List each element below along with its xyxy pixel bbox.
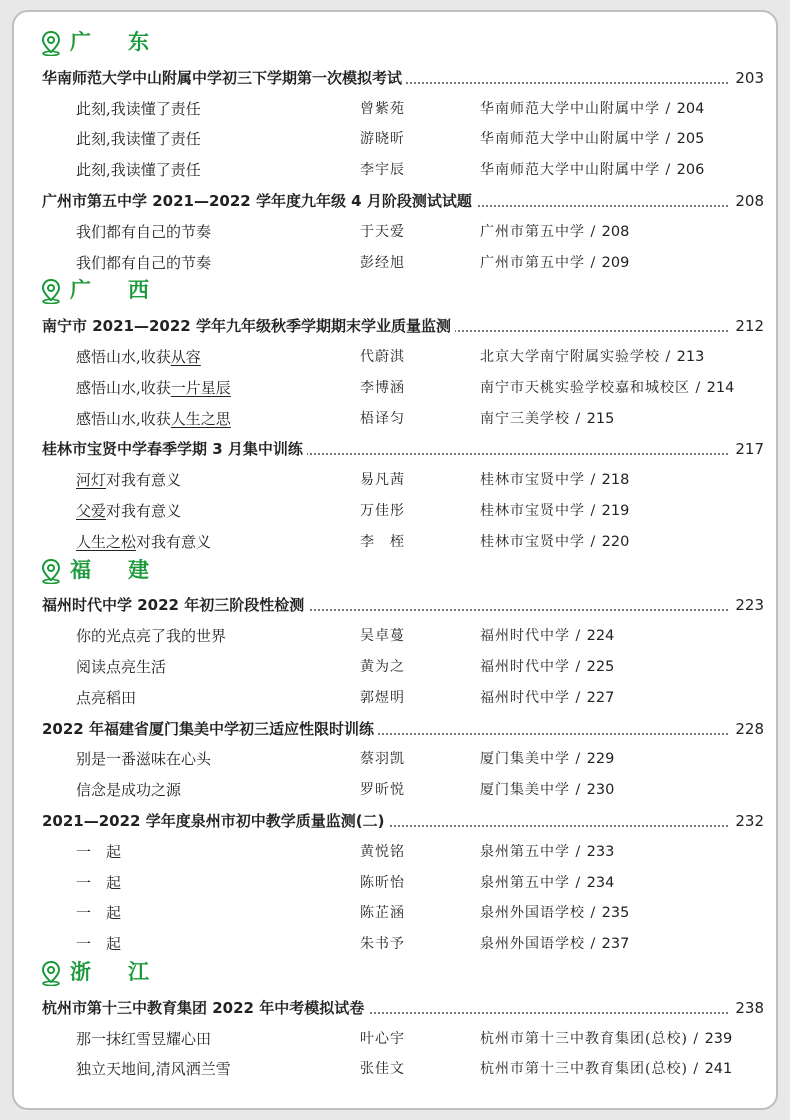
essay-page-number: 235: [601, 905, 630, 922]
school-name: 广州市第五中学: [480, 254, 585, 271]
essay-title-text: 对我有意义: [136, 532, 212, 551]
exam-page-number: 208: [731, 186, 764, 216]
essay-school: [480, 496, 629, 526]
exam-row[interactable]: [14, 590, 776, 620]
essay-page-number: 230: [586, 782, 615, 799]
separator: /: [570, 874, 587, 891]
essay-page-number: 205: [676, 131, 705, 148]
region-header: [14, 275, 776, 305]
essay-author: 李 桎: [360, 533, 405, 550]
essay-row[interactable]: [14, 868, 776, 898]
essay-author: 游晓昕: [360, 131, 405, 148]
essay-school: [480, 744, 614, 774]
essay-author: 黄为之: [360, 659, 405, 675]
school-name: 南宁市天桃实验学校嘉和城校区: [480, 379, 690, 396]
essay-title-text: 一 起: [76, 873, 122, 892]
separator: /: [570, 751, 587, 768]
school-name: 华南师范大学中山附属中学: [480, 100, 660, 117]
essay-row[interactable]: [14, 1024, 776, 1054]
essay-title-text: 我们都有自己的节奏: [76, 222, 212, 241]
essay-page-number: 219: [601, 503, 630, 519]
region-title: 福 建: [70, 557, 157, 582]
location-pin-icon: [40, 960, 62, 986]
exam-page-number: 232: [731, 806, 764, 836]
exam-row[interactable]: [14, 434, 776, 464]
separator: /: [570, 410, 587, 427]
essay-school: [480, 373, 734, 403]
exam-page-number: 238: [731, 993, 764, 1023]
essay-school: [480, 1054, 732, 1084]
separator: /: [690, 379, 707, 396]
essay-row[interactable]: [14, 898, 776, 928]
essay-author: 代蔚淇: [360, 349, 405, 365]
essay-title-text: 信念是成功之源: [76, 781, 182, 800]
separator: /: [660, 131, 677, 148]
essay-title: [76, 621, 226, 651]
school-name: 南宁三美学校: [480, 410, 570, 427]
essay-row[interactable]: [14, 496, 776, 526]
essay-school: [480, 248, 629, 278]
essay-author: 陈昕怡: [360, 874, 405, 891]
essay-row[interactable]: [14, 683, 776, 713]
essay-author: 朱书予: [360, 936, 405, 953]
exam-row[interactable]: [14, 714, 776, 744]
school-name: 泉州外国语学校: [480, 936, 585, 953]
school-name: 广州市第五中学: [480, 223, 585, 240]
essay-author: 陈芷涵: [360, 905, 405, 922]
essay-school: [480, 652, 614, 682]
essay-title-text: 点亮稻田: [76, 688, 137, 707]
essay-row[interactable]: [14, 527, 776, 557]
school-name: 华南师范大学中山附属中学: [480, 162, 660, 179]
exam-page-number: 217: [731, 434, 764, 464]
essay-row[interactable]: [14, 1054, 776, 1084]
essay-author: 易凡茜: [360, 472, 405, 489]
essay-author: 李宇辰: [360, 162, 405, 179]
essay-title-text: 对我有意义: [106, 502, 182, 520]
essay-title-text: 此刻,我读懂了责任: [76, 99, 201, 118]
school-name: 福州时代中学: [480, 689, 570, 706]
separator: /: [585, 472, 602, 489]
location-pin-icon: [40, 278, 62, 304]
essay-title-text: 那一抹红雪昱耀心田: [76, 1029, 212, 1048]
separator: /: [585, 223, 602, 240]
school-name: 华南师范大学中山附属中学: [480, 131, 660, 148]
essay-row[interactable]: [14, 465, 776, 495]
separator: /: [585, 533, 602, 550]
essay-school: [480, 1024, 732, 1054]
essay-title-underlined: 父爱: [76, 502, 107, 520]
school-name: 福州时代中学: [480, 659, 570, 675]
essay-author: 曾紫苑: [360, 100, 405, 117]
essay-title: [76, 837, 121, 867]
essay-row[interactable]: [14, 217, 776, 247]
essay-title-text: 感悟山水,收获: [76, 409, 171, 428]
essay-school: [480, 683, 614, 713]
school-name: 厦门集美中学: [480, 782, 570, 799]
school-name: 杭州市第十三中教育集团(总校): [480, 1061, 688, 1078]
exam-row[interactable]: [14, 993, 776, 1023]
essay-title-text: 阅读点亮生活: [76, 658, 167, 676]
essay-title-underlined: 人生之思: [170, 409, 231, 428]
essay-author: 罗昕悦: [360, 782, 405, 799]
essay-title: [76, 898, 121, 928]
exam-title: 2021—2022 学年度泉州市初中教学质量监测(二): [42, 806, 388, 836]
region-header: [14, 27, 776, 57]
essay-school: [480, 837, 614, 867]
essay-title: [76, 1024, 211, 1054]
essay-school: [480, 94, 704, 124]
exam-page-number: 203: [731, 63, 764, 93]
essay-page-number: 239: [704, 1030, 733, 1047]
region-header: [14, 555, 776, 585]
separator: /: [660, 100, 677, 117]
school-name: 杭州市第十三中教育集团(总校): [480, 1030, 688, 1047]
essay-row[interactable]: [14, 94, 776, 124]
essay-school: [480, 527, 629, 557]
essay-row[interactable]: [14, 929, 776, 959]
essay-page-number: 215: [586, 410, 615, 427]
essay-title-underlined: 人生之松: [76, 532, 137, 551]
essay-page-number: 227: [586, 689, 615, 706]
essay-title: [76, 404, 231, 434]
essay-author: 郭煜明: [360, 689, 405, 706]
essay-title: [76, 683, 136, 713]
essay-author: 黄悦铭: [360, 843, 405, 860]
essay-author: 李博涵: [360, 379, 405, 396]
essay-page-number: 237: [601, 936, 630, 953]
essay-title: [76, 929, 121, 959]
essay-title-text: 你的光点亮了我的世界: [76, 627, 227, 646]
essay-row[interactable]: [14, 775, 776, 805]
essay-title: [76, 94, 201, 124]
essay-page-number: 234: [586, 874, 615, 891]
essay-page-number: 241: [704, 1061, 733, 1078]
essay-school: [480, 155, 704, 185]
exam-title: 广州市第五中学 2021—2022 学年度九年级 4 月阶段测试试题: [42, 186, 476, 216]
essay-page-number: 224: [586, 628, 615, 645]
essay-author: 张佳文: [360, 1061, 405, 1078]
separator: /: [660, 162, 677, 179]
essay-title-text: 对我有意义: [106, 471, 182, 490]
exam-title: 福州时代中学 2022 年初三阶段性检测: [42, 590, 308, 620]
region-title: 广 西: [70, 278, 157, 303]
school-name: 北京大学南宁附属实验学校: [480, 349, 660, 365]
essay-title-underlined: 河灯: [76, 471, 107, 490]
exam-page-number: 212: [731, 311, 764, 341]
essay-title-text: 独立天地间,清风洒兰雪: [76, 1060, 231, 1079]
exam-page-number: 228: [731, 714, 764, 744]
essay-school: [480, 124, 704, 154]
essay-title: [76, 775, 181, 805]
separator: /: [570, 689, 587, 706]
exam-title: 桂林市宝贤中学春季学期 3 月集中训练: [42, 434, 307, 464]
essay-row[interactable]: [14, 652, 776, 682]
essay-title-text: 一 起: [76, 935, 122, 954]
essay-title-text: 此刻,我读懂了责任: [76, 130, 201, 149]
region-title: 广 东: [70, 30, 157, 54]
essay-page-number: 206: [676, 162, 705, 179]
essay-row[interactable]: [14, 124, 776, 154]
essay-row[interactable]: [14, 404, 776, 434]
essay-title-underlined: 一片星辰: [170, 378, 231, 397]
essay-author: 彭经旭: [360, 254, 405, 271]
essay-title: [76, 248, 211, 278]
exam-row[interactable]: [14, 311, 776, 341]
essay-row[interactable]: [14, 837, 776, 867]
separator: /: [570, 628, 587, 645]
essay-title: [76, 155, 201, 185]
essay-row[interactable]: [14, 248, 776, 278]
essay-author: 于天爱: [360, 223, 405, 240]
essay-title-text: 此刻,我读懂了责任: [76, 161, 201, 180]
separator: /: [570, 659, 587, 675]
exam-page-number: 223: [731, 590, 764, 620]
separator: /: [585, 905, 602, 922]
essay-school: [480, 868, 614, 898]
essay-school: [480, 465, 629, 495]
essay-title-text: 一 起: [76, 842, 122, 861]
essay-school: [480, 217, 629, 247]
separator: /: [585, 254, 602, 271]
separator: /: [585, 936, 602, 953]
essay-title: [76, 342, 201, 372]
school-name: 泉州第五中学: [480, 874, 570, 891]
essay-page-number: 233: [586, 843, 615, 860]
essay-school: [480, 342, 704, 372]
school-name: 泉州外国语学校: [480, 905, 585, 922]
region-header: [14, 957, 776, 987]
location-pin-icon: [40, 558, 62, 584]
school-name: 桂林市宝贤中学: [480, 472, 585, 489]
essay-page-number: 220: [601, 533, 630, 550]
exam-title: 2022 年福建省厦门集美中学初三适应性限时训练: [42, 714, 378, 744]
separator: /: [585, 503, 602, 519]
essay-title: [76, 465, 181, 495]
essay-page-number: 225: [586, 659, 615, 675]
essay-title: [76, 373, 231, 403]
essay-title-underlined: 从容: [170, 348, 201, 366]
essay-author: 叶心宇: [360, 1030, 405, 1047]
essay-school: [480, 898, 629, 928]
essay-page-number: 204: [676, 100, 705, 117]
essay-title: [76, 744, 211, 774]
essay-school: [480, 929, 629, 959]
essay-school: [480, 621, 614, 651]
school-name: 泉州第五中学: [480, 843, 570, 860]
exam-row[interactable]: [14, 806, 776, 836]
separator: /: [687, 1061, 705, 1078]
essay-school: [480, 404, 614, 434]
essay-author: 吴卓蔓: [360, 628, 405, 645]
essay-row[interactable]: [14, 155, 776, 185]
exam-title: 南宁市 2021—2022 学年九年级秋季学期期末学业质量监测: [42, 311, 455, 341]
essay-author: 万佳彤: [360, 503, 405, 519]
essay-title-text: 别是一番滋味在心头: [76, 750, 212, 769]
essay-title: [76, 527, 211, 557]
school-name: 厦门集美中学: [480, 751, 570, 768]
separator: /: [570, 782, 587, 799]
school-name: 桂林市宝贤中学: [480, 533, 585, 550]
essay-row[interactable]: [14, 621, 776, 651]
essay-title-text: 感悟山水,收获: [76, 348, 171, 366]
exam-row[interactable]: [14, 186, 776, 216]
essay-title-text: 一 起: [76, 904, 122, 923]
separator: /: [660, 349, 677, 365]
essay-title: [76, 868, 121, 898]
essay-author: 蔡羽凯: [360, 751, 405, 768]
school-name: 福州时代中学: [480, 628, 570, 645]
essay-school: [480, 775, 614, 805]
toc-page: [12, 10, 778, 1110]
separator: /: [570, 843, 587, 860]
essay-title-text: 感悟山水,收获: [76, 378, 171, 397]
essay-title: [76, 124, 201, 154]
essay-row[interactable]: [14, 342, 776, 372]
essay-title: [76, 652, 166, 682]
exam-title: 杭州市第十三中教育集团 2022 年中考模拟试卷: [42, 993, 368, 1023]
essay-title: [76, 217, 211, 247]
location-pin-icon: [40, 30, 62, 56]
essay-title: [76, 1054, 231, 1084]
separator: /: [687, 1030, 705, 1047]
essay-page-number: 208: [601, 223, 630, 240]
essay-page-number: 218: [601, 472, 630, 489]
exam-title: 华南师范大学中山附属中学初三下学期第一次模拟考试: [42, 63, 406, 93]
essay-title: [76, 496, 181, 526]
essay-page-number: 214: [706, 379, 735, 396]
essay-row[interactable]: [14, 373, 776, 403]
essay-author: 梧译匀: [360, 410, 405, 427]
essay-page-number: 213: [676, 349, 705, 365]
school-name: 桂林市宝贤中学: [480, 503, 585, 519]
exam-row[interactable]: [14, 63, 776, 93]
essay-page-number: 209: [601, 254, 630, 271]
region-title: 浙 江: [70, 960, 157, 984]
essay-page-number: 229: [586, 751, 615, 768]
essay-row[interactable]: [14, 744, 776, 774]
essay-title-text: 我们都有自己的节奏: [76, 253, 212, 272]
